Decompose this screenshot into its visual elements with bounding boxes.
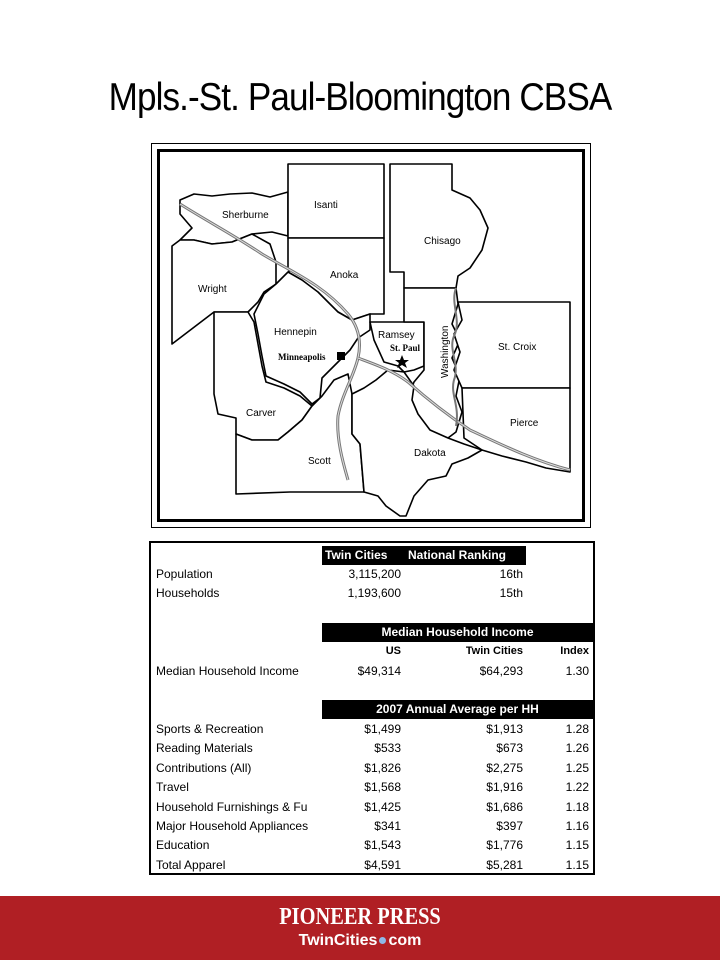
data-table bbox=[149, 541, 595, 875]
row-index: 1.28 bbox=[565, 722, 589, 736]
row-us: $1,499 bbox=[364, 722, 401, 736]
row-tc: $397 bbox=[496, 819, 523, 833]
label-dakota: Dakota bbox=[414, 448, 446, 459]
row-tc: $5,281 bbox=[486, 857, 523, 872]
county-pierce bbox=[462, 388, 570, 472]
label-anoka: Anoka bbox=[330, 270, 359, 281]
row-index: 1.16 bbox=[565, 819, 589, 833]
header-annual-average: 2007 Annual Average per HH bbox=[322, 700, 593, 719]
label-isanti: Isanti bbox=[314, 200, 338, 211]
row-us: $341 bbox=[374, 819, 401, 833]
county-map-svg bbox=[152, 144, 592, 529]
header-population bbox=[322, 546, 526, 565]
row-label: Travel bbox=[156, 780, 189, 795]
row-label: Sports & Recreation bbox=[156, 722, 264, 736]
label-ramsey: Ramsey bbox=[378, 330, 415, 341]
table-row bbox=[151, 584, 593, 603]
subheader-us: US bbox=[385, 645, 401, 657]
row-index: 1.30 bbox=[565, 664, 589, 678]
row-tc: $673 bbox=[496, 741, 523, 756]
label-st-croix: St. Croix bbox=[498, 342, 537, 353]
label-chisago: Chisago bbox=[424, 236, 461, 247]
row-index: 1.26 bbox=[565, 741, 589, 756]
row-tc: $1,913 bbox=[486, 722, 523, 736]
square-marker-icon bbox=[337, 352, 345, 360]
label-st-paul: St. Paul bbox=[390, 343, 421, 353]
row-us: $1,826 bbox=[364, 760, 401, 775]
row-label: Total Apparel bbox=[156, 857, 226, 872]
subheader-row bbox=[151, 642, 593, 661]
row-us: $49,314 bbox=[357, 664, 401, 678]
label-scott: Scott bbox=[308, 456, 331, 467]
footer-banner bbox=[0, 896, 720, 960]
row-tc: $1,686 bbox=[486, 799, 523, 814]
row-index: 1.25 bbox=[565, 760, 589, 775]
label-minneapolis: Minneapolis bbox=[278, 352, 326, 362]
county-map bbox=[151, 143, 591, 528]
row-label: Population bbox=[156, 567, 213, 581]
page-title: Mpls.-St. Paul-Bloomington CBSA bbox=[108, 76, 612, 119]
row-index: 1.15 bbox=[565, 857, 589, 872]
row-us: $4,591 bbox=[364, 857, 401, 872]
row-tc: $2,275 bbox=[486, 760, 523, 775]
table-row bbox=[151, 856, 593, 875]
table-row bbox=[151, 720, 593, 739]
row-label: Education bbox=[156, 838, 210, 853]
header-median-income: Median Household Income bbox=[322, 623, 593, 642]
row-index: 1.15 bbox=[565, 838, 589, 853]
row-value: 3,115,200 bbox=[348, 567, 401, 581]
row-label: Household Furnishings & Fu bbox=[156, 799, 308, 814]
table-row bbox=[151, 565, 593, 584]
label-pierce: Pierce bbox=[510, 418, 539, 429]
row-label: Contributions (All) bbox=[156, 760, 252, 775]
brand-site-b: com bbox=[388, 932, 422, 949]
row-index: 1.22 bbox=[565, 780, 589, 795]
label-sherburne: Sherburne bbox=[222, 210, 269, 221]
row-rank: 16th bbox=[499, 567, 523, 581]
table-row bbox=[151, 759, 593, 778]
row-label: Households bbox=[156, 586, 220, 600]
label-carver: Carver bbox=[246, 408, 277, 419]
brand-site bbox=[0, 932, 720, 950]
label-hennepin: Hennepin bbox=[274, 327, 317, 338]
row-index: 1.18 bbox=[565, 799, 589, 814]
row-us: $1,425 bbox=[364, 799, 401, 814]
table-row bbox=[151, 817, 593, 836]
header-twin-cities: Twin Cities bbox=[325, 548, 388, 562]
table-row bbox=[151, 798, 593, 817]
brand-site-a: TwinCities bbox=[298, 932, 378, 949]
row-value: 1,193,600 bbox=[347, 586, 401, 600]
table-row bbox=[151, 836, 593, 855]
subheader-index: Index bbox=[560, 645, 589, 657]
table-row bbox=[151, 662, 593, 681]
brand-name: PIONEER PRESS bbox=[279, 904, 441, 930]
row-label: Median Household Income bbox=[156, 664, 299, 678]
county-chisago bbox=[390, 164, 488, 288]
row-tc: $1,916 bbox=[486, 780, 523, 795]
row-rank: 15th bbox=[499, 586, 523, 600]
label-wright: Wright bbox=[198, 284, 227, 295]
table-row bbox=[151, 739, 593, 758]
row-us: $1,543 bbox=[364, 838, 401, 853]
dot-icon bbox=[379, 937, 386, 944]
row-tc: $64,293 bbox=[479, 664, 523, 678]
row-us: $533 bbox=[374, 741, 401, 756]
row-label: Major Household Appliances bbox=[156, 819, 309, 833]
label-washington: Washington bbox=[440, 325, 451, 378]
row-us: $1,568 bbox=[364, 780, 401, 795]
table-row bbox=[151, 778, 593, 797]
header-national-ranking: National Ranking bbox=[408, 548, 507, 562]
row-tc: $1,776 bbox=[486, 838, 523, 853]
row-label: Reading Materials bbox=[156, 741, 253, 756]
subheader-twin-cities: Twin Cities bbox=[465, 645, 523, 657]
